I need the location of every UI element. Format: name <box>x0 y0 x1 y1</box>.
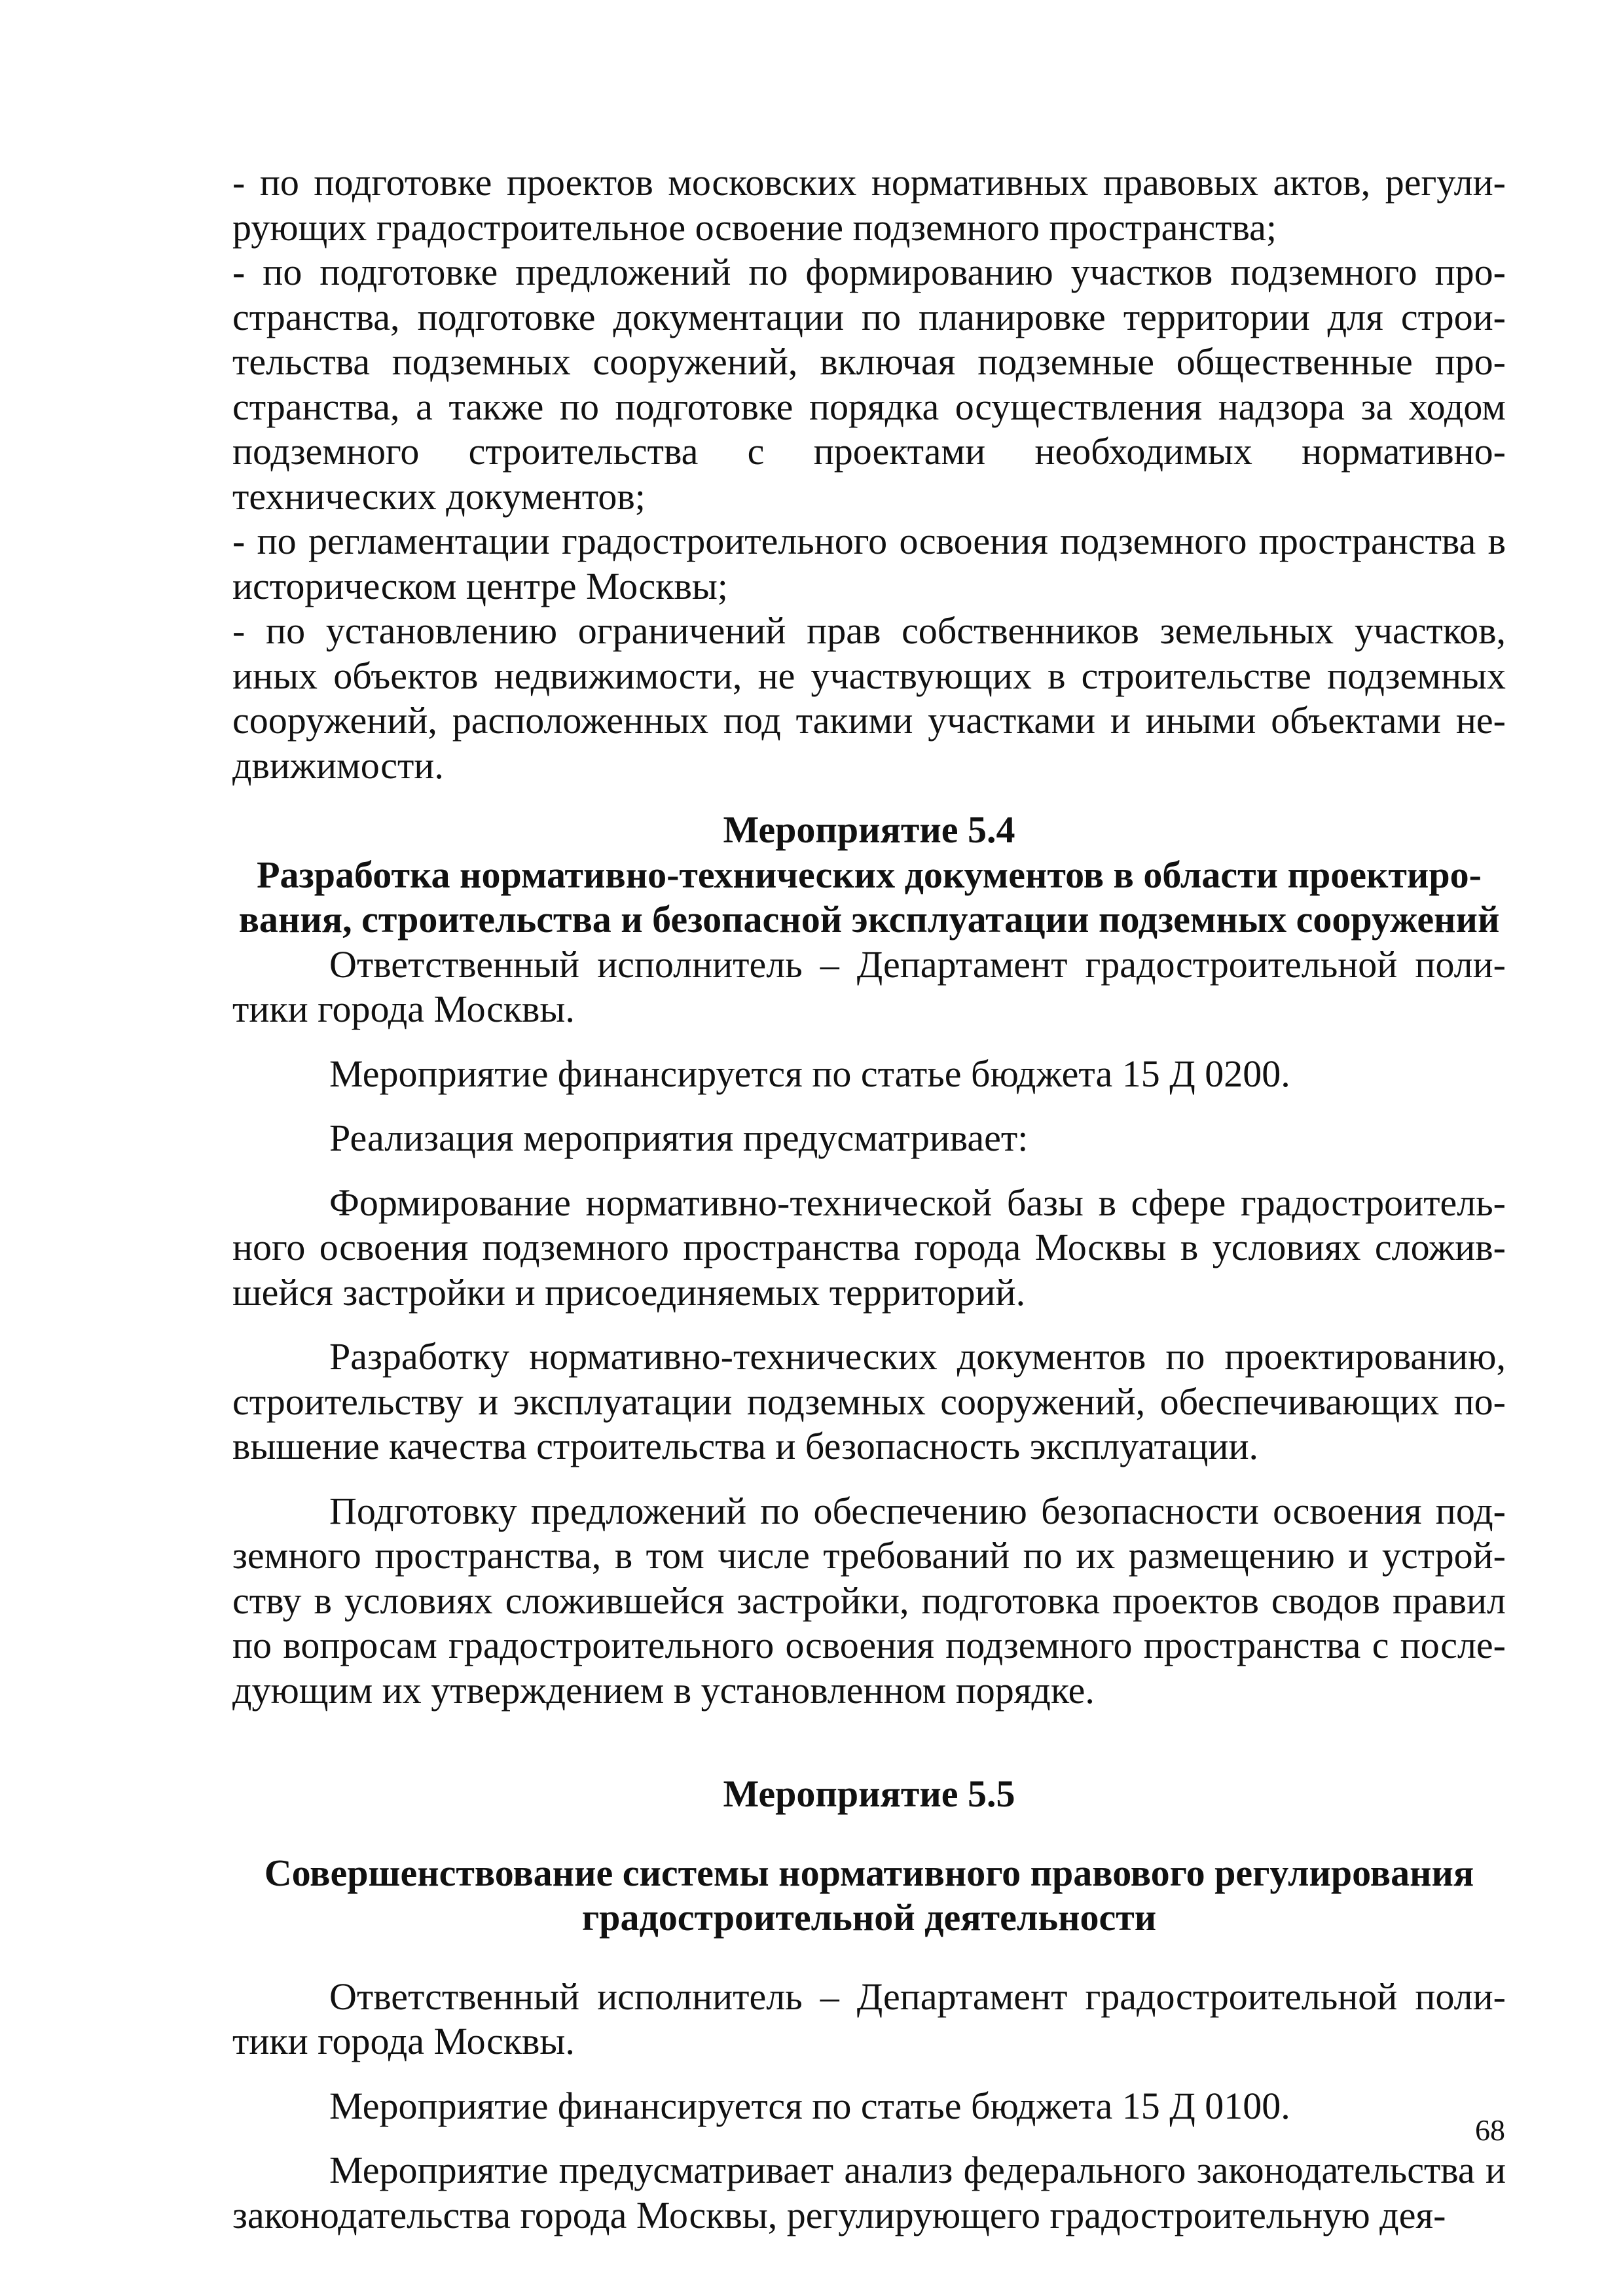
section-heading: Мероприятие 5.4 <box>723 808 1015 851</box>
bullet-item: - по подготовке проектов московских нормативных правовых актов, регулирующих градостроительное освоение подземного пространства; <box>232 161 1506 249</box>
body-paragraph: Мероприятие предусматривает анализ федерального законодательства и законодательства города Москвы, регулирующего градостроительную дея- <box>232 2149 1506 2236</box>
body-paragraph: Формирование нормативно-технической базы в сфере градостроительного освоения подземного пространства города Москвы в условиях сложившейся застройки и присоединяемых территорий. <box>232 1181 1506 1314</box>
responsible-paragraph: Ответственный исполнитель – Департамент градостроительной политики города Москвы. <box>232 1975 1506 2062</box>
bullet-item: - по подготовке предложений по формированию участков подземного пространства, подготовке документации по планировке территории для строительства подземных сооружений, включая подземные общественные пространства, а также по подготовке порядка осуществления надзора за ходом подземного строительства с проектами необходимых нормативно-технических документов; <box>232 251 1506 518</box>
financing-paragraph: Мероприятие финансируется по статье бюджета 15 Д 0100. <box>329 2084 1290 2127</box>
bullet-item: - по регламентации градостроительного освоения подземного пространства в историческом центре Москвы; <box>232 520 1506 607</box>
body-paragraph: Разработку нормативно-технических документов по проектированию, строительству и эксплуатации подземных сооружений, обеспечивающих повышение качества строительства и безопасность эксплуатации. <box>232 1335 1506 1467</box>
responsible-paragraph: Ответственный исполнитель – Департамент градостроительной политики города Москвы. <box>232 942 1506 1030</box>
section-heading: Мероприятие 5.5 <box>723 1772 1015 1815</box>
section-subheading: Разработка нормативно-технических документов в области проектирования, строительства и безопасной эксплуатации подземных сооружений <box>238 853 1500 941</box>
bullet-item: - по установлению ограничений прав собственников земельных участков, иных объектов недвижимости, не участвующих в строительстве подземных сооружений, расположенных под такими участками и иными объектами недвижимости. <box>232 609 1506 787</box>
intro-paragraph: Реализация мероприятия предусматривает: <box>329 1117 1029 1159</box>
body-paragraph: Подготовку предложений по обеспечению безопасности освоения подземного пространства, в том числе требований по их размещению и устройству в условиях сложившейся застройки, подготовка проектов сводов правил по вопросам градостроительного освоения подземного пространства с последующим их утверждением в установленном порядке. <box>232 1489 1506 1712</box>
document-page <box>232 160 1506 2238</box>
section-subheading: Совершенствование системы нормативного правового регулирования градостроительной деятельности <box>264 1851 1474 1939</box>
financing-paragraph: Мероприятие финансируется по статье бюджета 15 Д 0200. <box>329 1052 1290 1095</box>
page-number: 68 <box>1475 2113 1505 2147</box>
bullet-list <box>232 160 1506 788</box>
